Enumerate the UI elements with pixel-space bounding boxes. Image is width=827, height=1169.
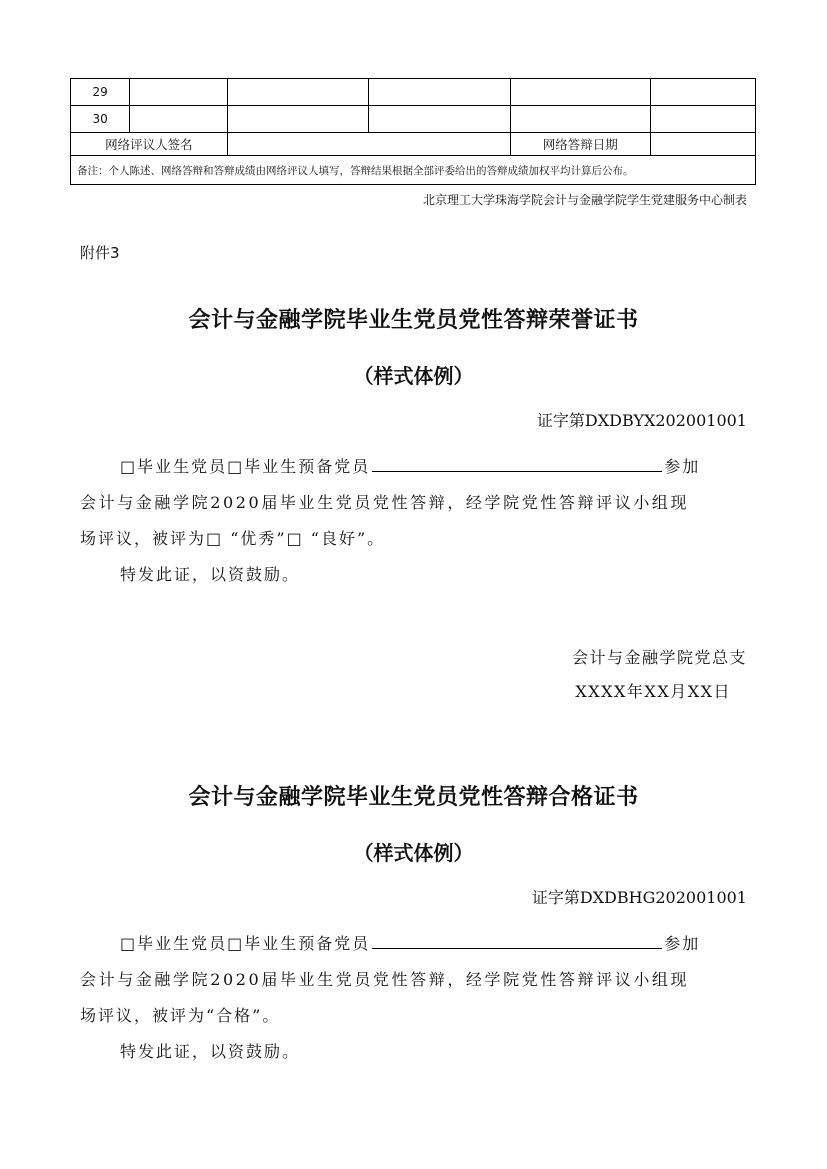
table-cell xyxy=(369,106,511,133)
table-cell xyxy=(227,106,369,133)
table-cell xyxy=(650,79,756,106)
cert-body xyxy=(80,449,747,593)
table-cell xyxy=(130,79,227,106)
cert-line: 会计与金融学院2020届毕业生党员党性答辩，经学院党性答辩评议小组现 xyxy=(80,493,690,512)
cert-line-suffix: 参加 xyxy=(664,934,701,953)
cert-subtitle: （样式体例） xyxy=(353,364,474,388)
defense-date-field[interactable] xyxy=(650,133,756,156)
cert-number: 证字第DXDBHG202001001 xyxy=(531,888,747,907)
score-table xyxy=(70,78,756,185)
table-cell xyxy=(130,106,227,133)
table-note: 备注：个人陈述、网络答辩和答辩成绩由网络评议人填写，答辩结果根据全部评委给出的答辩成绩加权平均计算后公布。 xyxy=(71,156,756,185)
row-number: 29 xyxy=(71,79,130,106)
row-number: 30 xyxy=(71,106,130,133)
cert-line: 特发此证，以资鼓励。 xyxy=(120,1042,301,1061)
cert-line: 场评议，被评为□ “优秀”□ “良好”。 xyxy=(80,529,386,548)
cert-subtitle: （样式体例） xyxy=(353,841,474,865)
reviewer-signature-label: 网络评议人签名 xyxy=(71,133,228,156)
cert-line xyxy=(80,926,747,962)
cert-line: 特发此证，以资鼓励。 xyxy=(120,565,301,584)
attachment-label: 附件3 xyxy=(80,244,120,262)
table-cell xyxy=(510,106,650,133)
table-cell xyxy=(650,106,756,133)
signature-row xyxy=(71,133,756,156)
table-row xyxy=(71,79,756,106)
table-credit: 北京理工大学珠海学院会计与金融学院学生党建服务中心制表 xyxy=(422,193,747,207)
table-cell xyxy=(510,79,650,106)
name-blank[interactable] xyxy=(372,449,662,472)
issue-date: XXXX年XX月XX日 xyxy=(575,682,731,701)
member-type-options[interactable]: □毕业生党员□毕业生预备党员 xyxy=(120,457,371,476)
cert-line-suffix: 参加 xyxy=(664,457,701,476)
honor-certificate xyxy=(80,305,747,709)
table-row xyxy=(71,106,756,133)
cert-signature xyxy=(80,641,747,709)
defense-date-label: 网络答辩日期 xyxy=(510,133,650,156)
cert-body xyxy=(80,926,747,1070)
member-type-options[interactable]: □毕业生党员□毕业生预备党员 xyxy=(120,934,371,953)
table-cell xyxy=(227,79,369,106)
table-cell xyxy=(369,79,511,106)
note-row xyxy=(71,156,756,185)
cert-title: 会计与金融学院毕业生党员党性答辩荣誉证书 xyxy=(188,308,639,333)
cert-line xyxy=(80,449,747,485)
name-blank[interactable] xyxy=(372,926,662,949)
cert-number: 证字第DXDBYX202001001 xyxy=(536,411,747,430)
cert-title: 会计与金融学院毕业生党员党性答辩合格证书 xyxy=(188,785,639,810)
issuer: 会计与金融学院党总支 xyxy=(571,648,747,667)
pass-certificate xyxy=(80,782,747,1070)
reviewer-signature-field[interactable] xyxy=(227,133,510,156)
cert-line: 场评议，被评为“合格”。 xyxy=(80,1006,281,1025)
cert-line: 会计与金融学院2020届毕业生党员党性答辩，经学院党性答辩评议小组现 xyxy=(80,970,690,989)
